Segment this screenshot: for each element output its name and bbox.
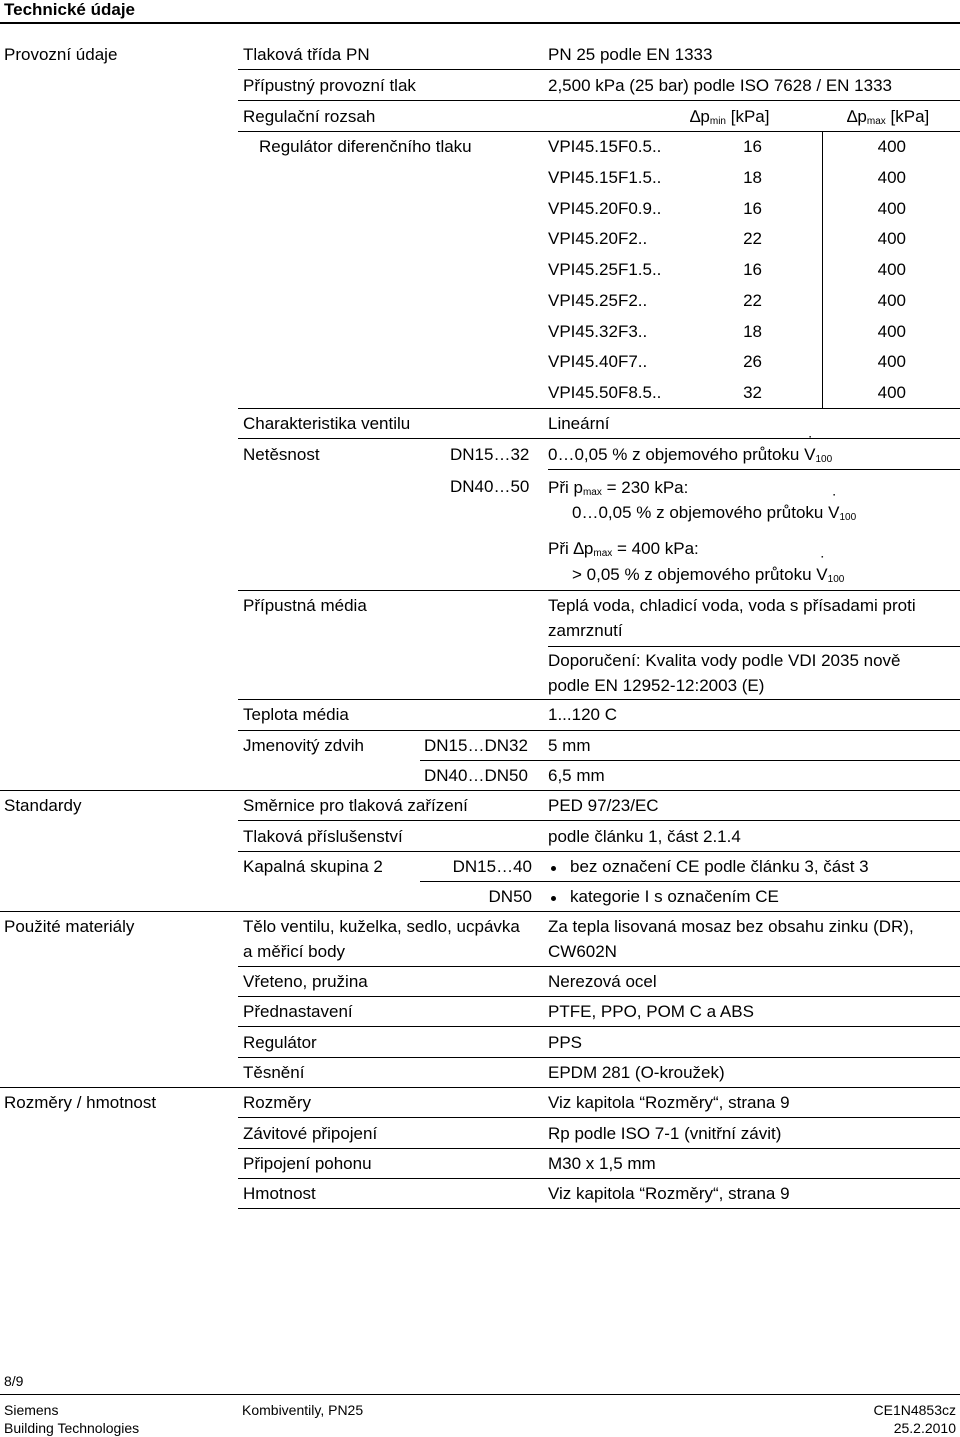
regulator-type: VPI45.25F1.5.. — [548, 260, 662, 279]
characteristic-label: Charakteristika ventilu — [243, 414, 411, 433]
stroke-v2: 6,5 mm — [548, 766, 605, 785]
range-col-min: $\Delta p_{min}$ [kPa] — [690, 107, 770, 127]
regulator-type: VPI45.15F1.5.. — [548, 168, 662, 187]
page-number: 8/9 — [4, 1373, 24, 1389]
regulator-material-label: Regulátor — [243, 1033, 317, 1052]
delta-icon: ∆ — [690, 107, 701, 126]
pn-class-label: Tlaková třída PN — [243, 45, 370, 64]
leakage-dn-small: DN15…32 — [450, 445, 530, 464]
regulator-pmin: 22 — [743, 229, 762, 248]
regulator-pmax: 400 — [877, 322, 906, 341]
section-dimensions: Rozměry / hmotnost — [4, 1093, 157, 1112]
fluid-group-label: Kapalná skupina 2 — [243, 857, 383, 876]
regulator-label: Regulátor diferenčního tlaku — [259, 137, 472, 156]
regulator-type: VPI45.25F2.. — [548, 291, 648, 310]
presetting-value: PTFE, PPO, POM C a ABS — [548, 1002, 754, 1021]
row-divider — [238, 1148, 960, 1149]
seal-label: Těsnění — [243, 1063, 305, 1082]
regulator-pmax: 400 — [877, 199, 906, 218]
section-standards: Standardy — [4, 796, 82, 815]
row-divider — [420, 881, 960, 882]
temperature-label: Teplota média — [243, 705, 349, 724]
row-divider — [238, 730, 960, 731]
row-divider — [238, 590, 960, 591]
row-divider — [238, 966, 960, 967]
body-value-line1: Za tepla lisovaná mosaz bez obsahu zinku (DR), — [548, 917, 914, 936]
media-value-line1: Teplá voda, chladicí voda, voda s přísadami proti — [548, 596, 916, 615]
actuator-label: Připojení pohonu — [243, 1154, 372, 1173]
page-title: Technické údaje — [4, 0, 136, 19]
leakage-pmax-value: 0…0,05 % z objemového průtoku ˙ $V_{100}$ — [572, 503, 856, 523]
ped-value: PED 97/23/EC — [548, 796, 659, 815]
row-divider — [238, 996, 960, 997]
thread-value: Rp podle ISO 7-1 (vnitřní závit) — [548, 1124, 782, 1143]
fluid-group-dn2: DN50 — [488, 887, 532, 906]
characteristic-value: Lineární — [548, 414, 610, 433]
section-operating: Provozní údaje — [4, 45, 118, 64]
leakage-dn-small-value: 0…0,05 % z objemového průtoku ˙ $V_{100}$ — [548, 445, 832, 465]
seal-value: EPDM 281 (O-kroužek) — [548, 1063, 725, 1082]
delta-icon: ∆ — [573, 539, 584, 558]
stroke-dn1: DN15…DN32 — [424, 736, 528, 755]
flow-v-symbol: ˙ V — [804, 445, 815, 465]
row-divider — [548, 646, 960, 647]
row-divider — [238, 851, 960, 852]
fluid-group-v2: kategorie I s označením CE — [570, 887, 779, 906]
regulator-pmin: 18 — [743, 322, 762, 341]
row-divider — [238, 408, 960, 409]
regulator-pmin: 32 — [743, 383, 762, 402]
stroke-dn2: DN40…DN50 — [424, 766, 528, 785]
temperature-value: 1...120 C — [548, 705, 617, 724]
regulator-pmin: 16 — [743, 199, 762, 218]
bullet-icon — [551, 866, 556, 871]
regulator-type: VPI45.32F3.. — [548, 322, 648, 341]
row-divider — [548, 469, 960, 470]
regulator-pmin: 26 — [743, 352, 762, 371]
regulator-pmin: 18 — [743, 168, 762, 187]
accessories-label: Tlaková příslušenství — [243, 827, 403, 846]
flow-v-symbol: ˙ V — [828, 503, 839, 523]
delta-icon: ∆ — [847, 107, 858, 126]
dims-value: Viz kapitola “Rozměry“, strana 9 — [548, 1093, 790, 1112]
row-divider — [238, 1178, 960, 1179]
row-divider — [238, 69, 960, 70]
row-divider — [238, 820, 960, 821]
media-value-line2: zamrznutí — [548, 621, 623, 640]
media-label: Přípustná média — [243, 596, 367, 615]
regulator-pmin: 22 — [743, 291, 762, 310]
regulator-pmax: 400 — [877, 229, 906, 248]
leakage-pmax-line: Při $p_{max} = 230$ kPa: — [548, 478, 689, 498]
stroke-v1: 5 mm — [548, 736, 591, 755]
row-divider — [238, 100, 960, 101]
regulator-pmax: 400 — [877, 383, 906, 402]
actuator-value: M30 x 1,5 mm — [548, 1154, 656, 1173]
section-divider — [0, 911, 960, 912]
row-divider — [238, 1208, 960, 1209]
bullet-icon — [551, 896, 556, 901]
section-divider — [0, 1087, 960, 1088]
flow-v-symbol: ˙ V — [816, 565, 827, 585]
row-divider — [238, 1117, 960, 1118]
footer-date: 25.2.2010 — [893, 1420, 956, 1436]
pressure-value: 2,500 kPa (25 bar) podle ISO 7628 / EN 1333 — [548, 76, 893, 95]
regulator-pmin: 16 — [743, 260, 762, 279]
media-rec-line1: Doporučení: Kvalita vody podle VDI 2035 nově — [548, 651, 901, 670]
title-rule — [0, 22, 960, 24]
leakage-dpmax-value: > 0,05 % z objemového průtoku ˙ $V_{100}$ — [572, 565, 844, 585]
regulator-pmax: 400 — [877, 137, 906, 156]
body-label-line1: Tělo ventilu, kuželka, sedlo, ucpávka — [243, 917, 520, 936]
regulator-pmax: 400 — [877, 352, 906, 371]
body-value-line2: CW602N — [548, 942, 617, 961]
regulator-material-value: PPS — [548, 1033, 583, 1052]
spindle-label: Vřeteno, pružina — [243, 972, 368, 991]
regulator-type: VPI45.20F0.9.. — [548, 199, 662, 218]
section-materials: Použité materiály — [4, 917, 135, 936]
regulator-type: VPI45.40F7.. — [548, 352, 648, 371]
leakage-dpmax-line: Při $\Delta p_{max} = 400$ kPa: — [548, 539, 699, 559]
footer-company-line2: Building Technologies — [4, 1420, 140, 1436]
footer-doc-id: CE1N4853cz — [873, 1402, 956, 1418]
row-divider — [238, 699, 960, 700]
presetting-label: Přednastavení — [243, 1002, 353, 1021]
pressure-label: Přípustný provozní tlak — [243, 76, 416, 95]
section-divider — [0, 790, 960, 791]
regulator-pmax: 400 — [877, 291, 906, 310]
ped-label: Směrnice pro tlaková zařízení — [243, 796, 468, 815]
range-label: Regulační rozsah — [243, 107, 376, 126]
stroke-label: Jmenovitý zdvih — [243, 736, 364, 755]
accessories-value: podle článku 1, část 2.1.4 — [548, 827, 741, 846]
regulator-pmax: 400 — [877, 260, 906, 279]
footer-product: Kombiventily, PN25 — [242, 1402, 364, 1418]
weight-value: Viz kapitola “Rozměry“, strana 9 — [548, 1184, 790, 1203]
spindle-value: Nerezová ocel — [548, 972, 657, 991]
row-divider — [238, 1026, 960, 1027]
fluid-group-dn1: DN15…40 — [452, 857, 532, 876]
leakage-label: Netěsnost — [243, 445, 320, 464]
thread-label: Závitové připojení — [243, 1124, 378, 1143]
row-divider — [238, 438, 960, 439]
range-col-max: $\Delta p_{max}$ [kPa] — [847, 107, 930, 127]
regulator-type: VPI45.20F2.. — [548, 229, 648, 248]
footer-rule — [0, 1394, 960, 1395]
pn-class-value: PN 25 podle EN 1333 — [548, 45, 713, 64]
weight-label: Hmotnost — [243, 1184, 316, 1203]
footer-company-line1: Siemens — [4, 1402, 59, 1418]
media-rec-line2: podle EN 12952-12:2003 (E) — [548, 676, 765, 695]
regulator-pmax: 400 — [877, 168, 906, 187]
row-divider — [238, 1057, 960, 1058]
leakage-dn-large: DN40…50 — [450, 477, 530, 496]
row-divider — [420, 760, 960, 761]
regulator-pmin: 16 — [743, 137, 762, 156]
dims-label: Rozměry — [243, 1093, 312, 1112]
regulator-type: VPI45.50F8.5.. — [548, 383, 662, 402]
fluid-group-v1: bez označení CE podle článku 3, část 3 — [570, 857, 869, 876]
regulator-column-divider — [822, 131, 823, 408]
body-label-line2: a měřicí body — [243, 942, 346, 961]
regulator-type: VPI45.15F0.5.. — [548, 137, 662, 156]
row-divider — [238, 131, 960, 132]
